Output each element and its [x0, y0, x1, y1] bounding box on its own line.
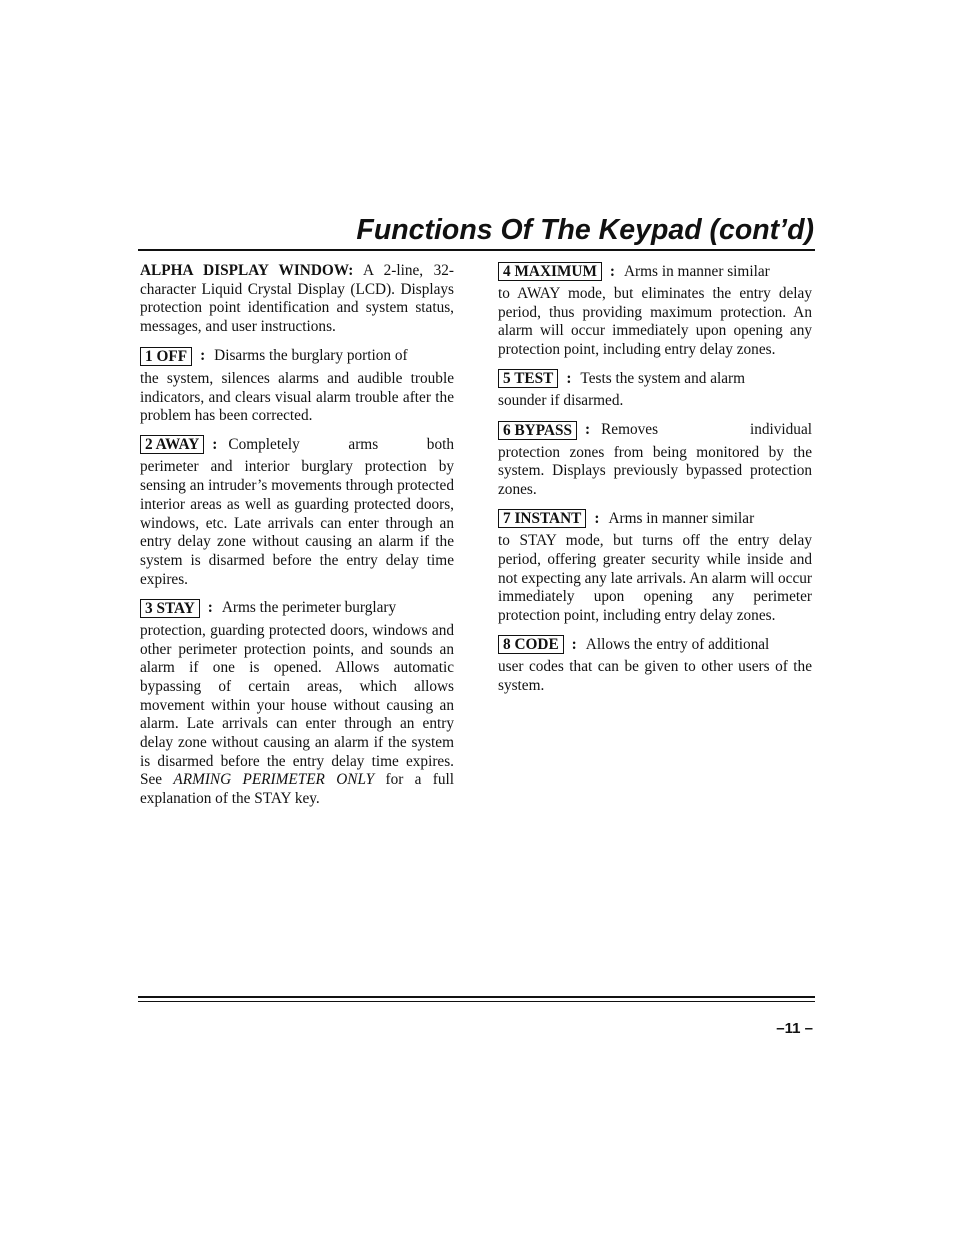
arming-perimeter-ref: ARMING PERIMETER ONLY [173, 771, 375, 789]
page-number: –11 – [776, 1020, 813, 1037]
footer-rule [138, 996, 815, 998]
alpha-display-paragraph [140, 262, 454, 337]
key-desc-stay-b: for a full explanation of the STAY key. [140, 771, 454, 808]
footer-rule-thin [138, 1001, 815, 1002]
key-entry-stay [140, 599, 454, 809]
key-colon: : [207, 599, 213, 617]
right-column [498, 262, 812, 705]
key-colon: : [571, 635, 577, 653]
key-label-code: 8 CODE [498, 635, 564, 654]
alpha-display-lead: ALPHA DISPLAY WINDOW: [140, 262, 354, 279]
key-entry-maximum [498, 262, 812, 360]
key-desc-bypass: protection zones from being monitored by the system. Displays previously bypassed protection zones. [498, 443, 812, 498]
key-desc-test: sounder if disarmed. [498, 392, 624, 410]
key-desc-first-code: Allows the entry of additional [585, 635, 770, 653]
key-colon: : [609, 262, 615, 280]
key-desc-stay-a: protection, guarding protected doors, windows and other perimeter protection points, and sounds an alarm if one is opened. Allows automatic bypassing of certain areas, which allows movement within your house without causing an alarm. Late arrivals can enter through an entry delay zone without causing an alarm if the system is disarmed before the entry delay time expires. See [140, 621, 454, 789]
key-desc-stay [140, 622, 454, 809]
key-entry-code [498, 635, 812, 695]
key-entry-instant [498, 509, 812, 626]
key-colon: : [566, 369, 572, 387]
key-label-off: 1 OFF [140, 347, 192, 366]
key-desc-first-maximum: Arms in manner similar [624, 262, 770, 280]
key-desc-off: the system, silences alarms and audible trouble indicators, and clears visual alarm trouble after the problem has been corrected. [140, 369, 454, 425]
key-entry-test [498, 369, 812, 411]
key-label-stay: 3 STAY [140, 599, 200, 618]
key-desc-away: perimeter and interior burglary protection by sensing an intruder’s movements through protected interior areas as well as guarding protected doors, windows, etc. Late arrivals can enter through an entry delay zone without causing an alarm if the system is disarmed before the entry delay time expires. [140, 458, 454, 588]
key-entry-off [140, 347, 454, 426]
key-desc-first-off: Disarms the burglary portion of [214, 347, 408, 365]
key-label-instant: 7 INSTANT [498, 509, 586, 528]
key-label-bypass: 6 BYPASS [498, 421, 577, 440]
key-desc-maximum: to AWAY mode, but eliminates the entry delay period, thus providing maximum protection. An alarm will occur immediately upon opening any protection point, including entry delay zones. [498, 285, 812, 359]
key-desc-first-instant: Arms in manner similar [608, 509, 755, 527]
header-rule [138, 249, 815, 251]
key-label-away: 2 AWAY [140, 435, 204, 454]
key-entry-bypass [498, 421, 812, 500]
key-colon: : [594, 509, 600, 527]
key-label-maximum: 4 MAXIMUM [498, 262, 602, 281]
key-desc-instant: to STAY mode, but turns off the entry delay period, offering greater security while inside and not expecting any late arrivals. An alarm will occur immediately upon opening any perimeter protection point, including entry delay zones. [498, 532, 812, 624]
key-colon: : [212, 435, 218, 453]
key-colon: : [585, 421, 591, 439]
key-entry-away [140, 435, 454, 589]
key-colon: : [200, 347, 206, 365]
page-title: Functions Of The Keypad (cont’d) [356, 214, 814, 246]
key-desc-first-bypass: Removes individual [601, 421, 812, 439]
key-label-test: 5 TEST [498, 369, 558, 388]
key-desc-first-away: Completely arms both [228, 435, 454, 453]
key-desc-first-test: Tests the system and alarm [580, 369, 746, 387]
alpha-display-text: A 2-line, 32-character Liquid Crystal Display (LCD). Displays protection point identification and system status, messages, and user instructions. [140, 262, 454, 336]
left-column [140, 262, 454, 818]
key-desc-code: user codes that can be given to other users of the system. [498, 658, 812, 694]
key-desc-first-stay: Arms the perimeter burglary [221, 599, 397, 617]
